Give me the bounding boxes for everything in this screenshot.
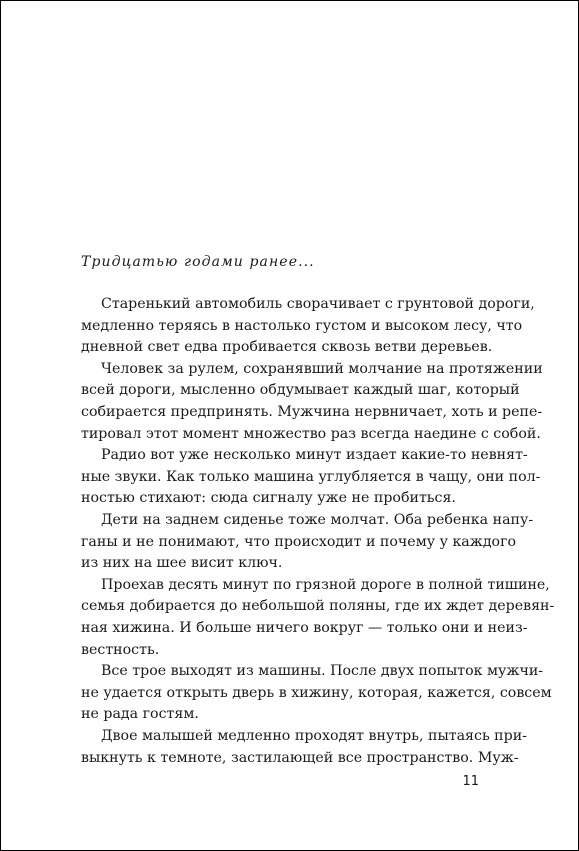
paragraph-line: всей дороги, мысленно обдумывает каждый шаг, который — [81, 382, 520, 399]
paragraph-line: ганы и не понимают, что происходит и почему у каждого — [81, 533, 517, 550]
paragraph-line: вестность. — [81, 641, 160, 658]
paragraph-line: ная хижина. И больше ничего вокруг — только они и неиз- — [81, 620, 528, 636]
paragraph-line: не удается открыть дверь в хижину, которая, кажется, совсем — [81, 684, 552, 701]
paragraph-first-line: Старенький автомобиль сворачивает с грунтовой дороги, — [101, 296, 535, 312]
paragraph-line: ностью стихают: сюда сигналу уже не пробиться. — [81, 490, 456, 507]
paragraph-line: из них на шее висит ключ. — [81, 555, 283, 572]
paragraph-line: медленно теряясь в настолько густом и высоком лесу, что — [81, 317, 523, 334]
paragraph-first-line: Двое малышей медленно проходят внутрь, пытаясь при- — [101, 728, 527, 744]
paragraph-line: тировал этот момент множество раз всегда наедине с собой. — [81, 425, 541, 442]
paragraph-first-line: Дети на заднем сиденье тоже молчат. Оба ребенка напу- — [101, 512, 534, 528]
paragraph-first-line: Радио вот уже несколько минут издает какие-то невнят- — [101, 447, 528, 464]
page-number: 11 — [462, 774, 479, 789]
paragraph-first-line: Проехав десять минут по грязной дороге в полной тишине, — [101, 576, 550, 593]
paragraph-line: собирается предпринять. Мужчина нервничает, хоть и репе- — [81, 404, 543, 420]
paragraph-first-line: Все трое выходят из машины. После двух попыток мужчи- — [101, 663, 544, 680]
paragraph-line: ные звуки. Как только машина углубляется в чащу, они пол- — [81, 468, 541, 485]
paragraph-line: семья добирается до небольшой поляны, где их ждет деревян- — [81, 598, 555, 615]
paragraph-line: выкнуть к темноте, застилающей все пространство. Муж- — [81, 749, 519, 766]
epigraph: Тридцатью годами ранее... — [81, 254, 315, 270]
paragraph-line: дневной свет едва пробивается сквозь ветви деревьев. — [81, 339, 493, 356]
paragraph-line: не рада гостям. — [81, 706, 199, 723]
paragraph-first-line: Человек за рулем, сохранявший молчание на протяжении — [101, 360, 543, 377]
